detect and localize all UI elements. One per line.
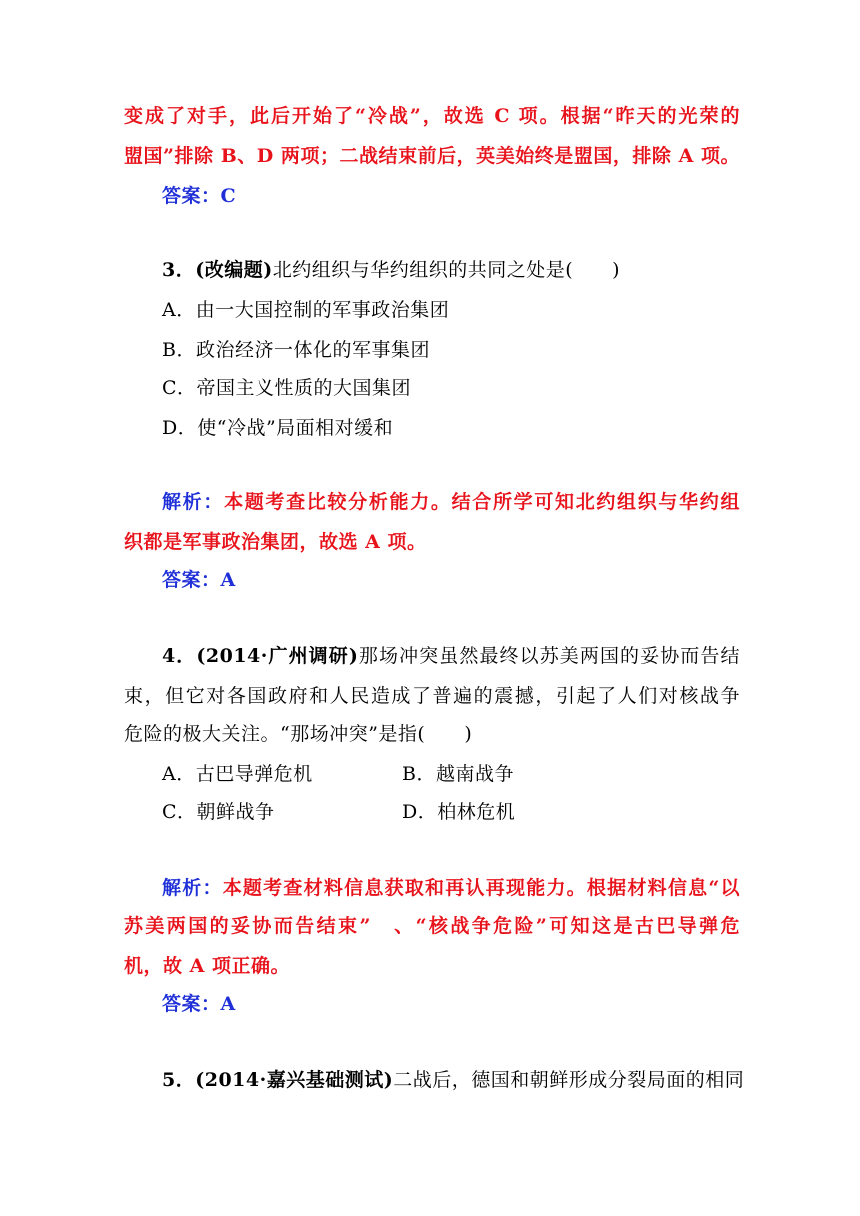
question-stem: 北约组织与华约组织的共同之处是( ) [272, 259, 621, 281]
q4-option-b: B．越南战争 [402, 763, 514, 785]
q4-options-row-2 [162, 798, 778, 826]
q4-options-row-1 [162, 760, 778, 788]
question-number: 5． [162, 1069, 196, 1091]
question-number: 3． [162, 259, 196, 281]
explanation-text: 本题考查材料信息获取和再认再现能力。根据材料信息“以 [222, 877, 740, 899]
q5-stem-line-1 [162, 1066, 745, 1094]
explanation-label: 解析： [162, 877, 223, 899]
q4-option-c: C．朝鲜战争 [162, 801, 275, 823]
q4-stem-line-1 [162, 642, 740, 670]
answer-label: 答案： [162, 185, 221, 207]
question-source: (2014·广州调研) [196, 645, 359, 667]
question-source: (2014·嘉兴基础测试) [195, 1069, 394, 1091]
question-source: (改编题) [195, 259, 273, 281]
answer-value: A [220, 569, 236, 591]
q3-option-d: D．使“冷战”局面相对缓和 [162, 417, 394, 439]
q4-answer [162, 990, 778, 1018]
q4-option-d: D．柏林危机 [402, 801, 516, 823]
q3-option-b: B．政治经济一体化的军事集团 [162, 339, 430, 361]
explanation-label: 解析： [162, 491, 225, 513]
q3-option-c: C．帝国主义性质的大国集团 [162, 377, 412, 399]
q3-answer [162, 566, 778, 594]
answer-value: A [220, 993, 236, 1015]
q4-explanation-line-3: 机，故 A 项正确。 [124, 955, 290, 977]
q2-explanation-line-2: 盟国”排除 B、D 两项；二战结束前后，英美始终是盟国，排除 A 项。 [124, 145, 740, 167]
q4-explanation-line-2: 苏美两国的妥协而告结束” 、“核战争危险”可知这是古巴导弹危 [124, 915, 740, 937]
explanation-text: 本题考查比较分析能力。结合所学可知北约组织与华约组 [224, 491, 740, 513]
q4-explanation-line-1 [162, 874, 740, 902]
q2-answer [162, 182, 778, 210]
question-stem: 二战后，德国和朝鲜形成分裂局面的相同 [393, 1069, 745, 1091]
q2-explanation-line-1: 变成了对手，此后开始了“冷战”，故选 C 项。根据“昨天的光荣的 [124, 105, 740, 127]
q4-stem-line-2: 束，但它对各国政府和人民造成了普遍的震撼，引起了人们对核战争 [124, 685, 740, 707]
q3-explanation-line-1 [162, 488, 740, 516]
answer-value: C [220, 185, 237, 207]
question-stem: 那场冲突虽然最终以苏美两国的妥协而告结 [358, 645, 740, 667]
q4-option-a: A．古巴导弹危机 [162, 763, 313, 785]
answer-label: 答案： [162, 569, 221, 591]
q3-stem [162, 256, 778, 284]
q3-option-a: A．由一大国控制的军事政治集团 [162, 299, 450, 321]
q3-explanation-line-2: 织都是军事政治集团，故选 A 项。 [124, 531, 427, 553]
question-number: 4． [162, 645, 197, 667]
q4-stem-line-3: 危险的极大关注。“那场冲突”是指( ) [124, 723, 473, 745]
answer-label: 答案： [162, 993, 221, 1015]
